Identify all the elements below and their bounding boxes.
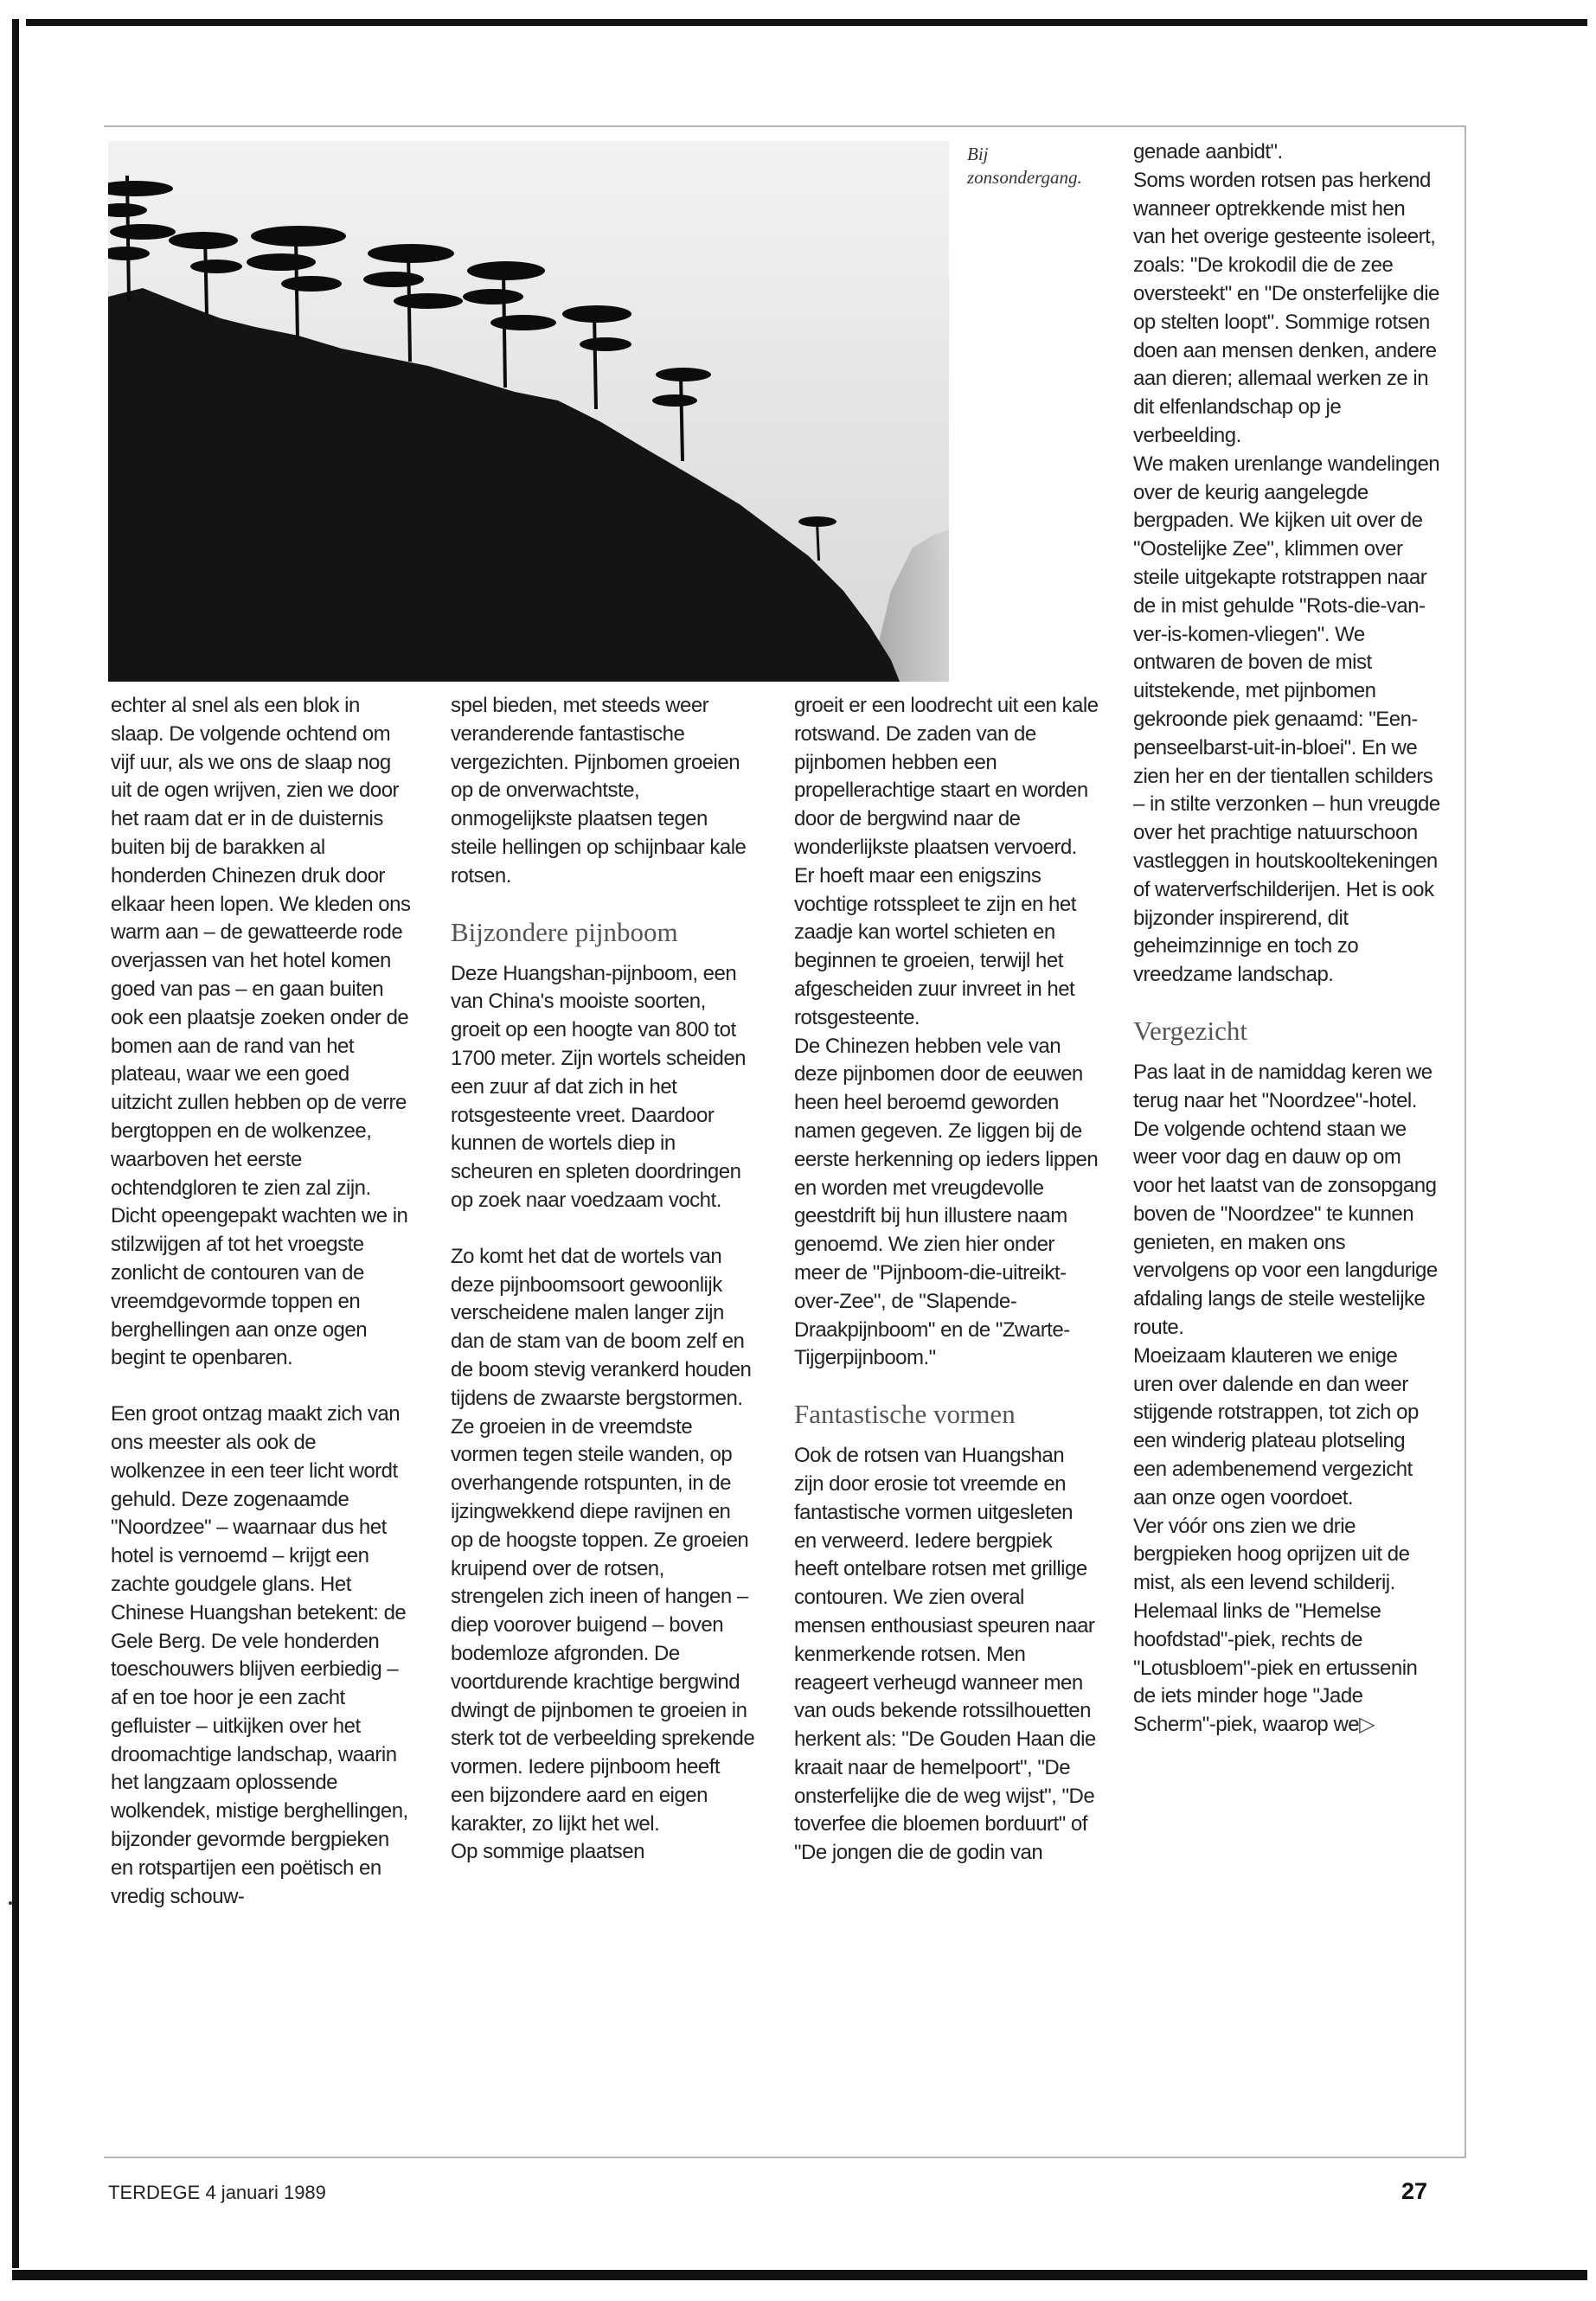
mountain-silhouette-image xyxy=(108,141,949,682)
photo-caption: Bij zonsondergang. xyxy=(967,144,1082,188)
paragraph: Pas laat in de namiddag keren we terug naar het "Noordzee"-hotel. De volgende ochtend staan we weer voor dag en dauw op om voor het laatst van de zonsopgang boven de "Noordzee" te kunnen genieten, en maken ons vervolgens op voor een langdurige afdaling langs de steile westelijke route. xyxy=(1133,1060,1438,1340)
paragraph: Ze groeien in de vreemdste vormen tegen steile wanden, op overhangende rotspunten, in de ijzingwekkend diepe ravijnen en op de hoogste toppen. Ze groeien kruipend over de rotsen, strengelen zich ineen of hangen – diep voorover buigend – boven bodemloze afgronden. De voortdurende krachtige bergwind dwingt de pijnbomen te groeien in sterk tot de verbeelding sprekende vormen. Iedere pijnboom heeft een bijzondere aard en eigen karakter, zo lijkt het wel. xyxy=(451,1414,755,1836)
paragraph: spel bieden, met steeds weer veranderende fantastische vergezichten. Pijnbomen groeien op de onverwachtste, onmogelijkste plaatsen tegen steile hellingen op schijnbaar kale rotsen. xyxy=(451,694,747,888)
bottom-border xyxy=(12,2270,1587,2280)
magazine-issue-line: TERDEGE 4 januari 1989 xyxy=(108,2182,326,2203)
page-number: 27 xyxy=(1401,2178,1428,2204)
article-column-3 xyxy=(794,692,1099,1868)
paragraph-text: Ver vóór ons zien we drie bergpieken hoog oprijzen uit de mist, als een levend schilderij. Helemaal links de "Hemelse hoofdstad"-piek, rechts de "Lotusbloem"-piek en ertussenin de iets minder hoge "Jade Scherm"-piek, waarop we xyxy=(1133,1514,1418,1737)
paragraph: Ook de rotsen van Huangshan zijn door erosie tot vreemde en fantastische vormen uitgesleten en verweerd. Iedere bergpiek heeft ontelbare rotsen met grillige contouren. We zien overal mensen enthousiast speuren naar kenmerkende rotsen. Men reageert verheugd wanneer men van ouds bekende rotssilhouetten herkent als: "De Gouden Haan die kraait naar de hemelpoort", "De onsterfelijke die de weg wijst", "De toverfee die bloemen borduurt" of "De jongen die de godin van xyxy=(794,1444,1096,1865)
top-border xyxy=(26,19,1587,26)
paragraph: Soms worden rotsen pas herkend wanneer optrekkende mist hen van het overige gesteente isoleert, zoals: "De krokodil die de zee oversteekt" en "De onsterfelijke die op stelten loopt". Sommige rotsen doen aan mensen denken, andere aan dieren; allemaal werken ze in dit elfenlandschap op je verbeelding. xyxy=(1133,168,1439,447)
paragraph: groeit er een loodrecht uit een kale rotswand. De zaden van de pijnbomen hebben een propellerachtige staart en worden door de bergwind naar de wonderlijkste plaatsen vervoerd. Er hoeft maar een enigszins vochtige rotsspleet te zijn en het zaadje kan wortel schieten en beginnen te groeien, terwijl het afgescheiden zuur invreet in het rotsgesteente. xyxy=(794,694,1099,1029)
continue-arrow-icon: ▷ xyxy=(1359,1713,1375,1737)
sunset-mountain-photo xyxy=(108,141,949,682)
article-column-2 xyxy=(451,692,756,1867)
paragraph: De Chinezen hebben vele van deze pijnbomen door de eeuwen heen heel beroemd geworden namen gegeven. Ze liggen bij de eerste herkenning op ieders lippen en worden met vreugdevolle geestdrift bij hun illustere naam genoemd. We zien hier onder meer de "Pijnboom-die-uitreikt-over-Zee", de "Slapende-Draakpijnboom" en de "Zwarte-Tijgerpijnboom." xyxy=(794,1034,1099,1370)
paragraph: We maken urenlange wandelingen over de keurig aangelegde bergpaden. We kijken uit over de "Oostelijke Zee", klimmen over steile uitgekapte rotstrappen naar de in mist gehulde "Rots-die-van-ver-is-komen-vliegen". We ontwaren de boven de mist uitstekende, met pijnbomen gekroonde piek genaamd: "Een-penseelbarst-uit-in-bloei". En we zien her en der tientallen schilders – in stilte verzonken – hun vreugde over het prachtige natuurschoon vastleggen in houtskooltekeningen of waterverfschilderijen. Het is ook bijzonder inspirerend, dit geheimzinnige en toch zo vreedzame landschap. xyxy=(1133,452,1440,987)
frame-line-top xyxy=(104,125,1466,127)
frame-line-right xyxy=(1465,125,1466,2158)
paragraph: Moeizaam klauteren we enige uren over dalende en dan weer stijgende rotstrappen, tot zich op een winderig plateau plotseling een adembenemend vergezicht aan onze ogen voordoet. xyxy=(1133,1343,1419,1509)
article-column-4 xyxy=(1133,138,1441,1740)
margin-mark xyxy=(9,1901,12,1905)
paragraph: Op sommige plaatsen xyxy=(451,1840,644,1864)
paragraph: Een groot ontzag maakt zich van ons meester als ook de wolkenzee in een teer licht wordt gehuld. Deze zogenaamde "Noordzee" – waarnaar dus het hotel is vernoemd – krijgt een zachte goudgele glans. Het Chinese Huangshan betekent: de Gele Berg. De vele honderden toeschouwers blijven eerbiedig – af en toe hoor je een zacht gefluister – uitkijken over het droomachtige landschap, waarin het langzaam oplossende wolkendek, mistige berghellingen, bijzonder gevormde bergpieken en rotspartijen een poëtisch en vredig schouw- xyxy=(111,1402,408,1908)
paragraph: Zo komt het dat de wortels van deze pijnboomsoort gewoonlijk verscheidene malen langer zijn dan de stam van de boom zelf en de boom stevig verankerd houden tijdens de zwaarste bergstormen. xyxy=(451,1244,752,1410)
left-border xyxy=(12,19,19,2268)
section-heading: Vergezicht xyxy=(1133,1015,1247,1046)
section-heading: Bijzondere pijnboom xyxy=(451,916,678,947)
paragraph: Deze Huangshan-pijnboom, een van China's mooiste soorten, groeit op een hoogte van 800 tot 1700 meter. Zijn wortels scheiden een zuur af dat zich in het rotsgesteente vreet. Daardoor kunnen de wortels diep in scheuren en spleten doordringen op zoek naar voedzaam vocht. xyxy=(451,961,747,1212)
paragraph: genade aanbidt". xyxy=(1133,140,1283,163)
paragraph: echter al snel als een blok in slaap. De volgende ochtend om vijf uur, als we ons de slaap nog uit de ogen wrijven, zien we door het raam dat er in de duisternis buiten bij de barakken al honderden Chinezen druk door elkaar heen lopen. We kleden ons warm aan – de gewatteerde rode overjassen van het hotel komen goed van pas – en gaan buiten ook een plaatsje zoeken onder de bomen aan de rand van het plateau, waar we een goed uitzicht zullen hebben op de verre bergtoppen en de wolkenzee, waarboven het eerste ochtendgloren te zien zal zijn. Dicht opeengepakt wachten we in stilzwijgen af tot het vroegste zonlicht de contouren van de vreemdgevormde toppen en berghellingen aan onze ogen begint te openbaren. xyxy=(111,694,411,1370)
paragraph xyxy=(1133,1513,1441,1740)
frame-line-bottom xyxy=(104,2157,1466,2158)
article-column-1 xyxy=(111,692,415,1911)
section-heading: Fantastische vormen xyxy=(794,1399,1016,1430)
